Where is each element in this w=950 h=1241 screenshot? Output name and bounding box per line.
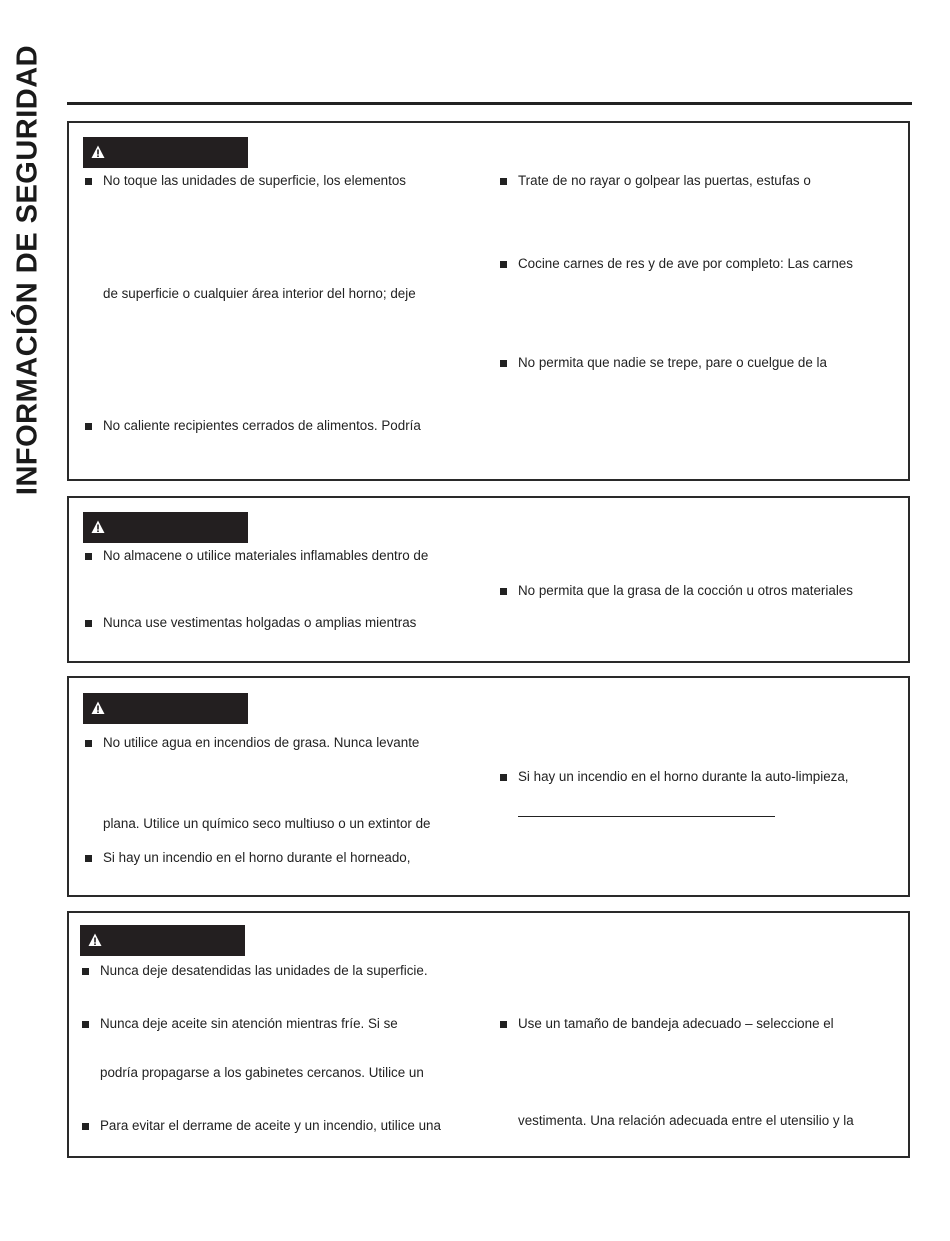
list-item: Cocine carnes de res y de ave por completo: Las carnes [518,256,853,271]
bullet [500,178,507,185]
bullet [500,1021,507,1028]
warning-icon [91,145,105,159]
list-item-continuation: de superficie o cualquier área interior del horno; deje [103,286,416,301]
list-item: No permita que nadie se trepe, pare o cuelgue de la [518,355,827,370]
warning-icon [88,933,102,947]
bullet [85,855,92,862]
warning-icon [91,520,105,534]
warning-banner-4 [80,925,245,956]
bullet [85,178,92,185]
bullet [85,740,92,747]
bullet [82,968,89,975]
list-item: No toque las unidades de superficie, los elementos [103,173,406,188]
list-item: Si hay un incendio en el horno durante el horneado, [103,850,411,865]
header-rule [67,102,912,105]
bullet [500,588,507,595]
side-section-title: INFORMACIÓN DE SEGURIDAD [11,44,44,496]
warning-banner-1 [83,137,248,168]
list-item: Trate de no rayar o golpear las puertas, estufas o [518,173,811,188]
bullet [82,1021,89,1028]
list-item-continuation: podría propagarse a los gabinetes cercanos. Utilice un [100,1065,424,1080]
list-item: Para evitar el derrame de aceite y un incendio, utilice una [100,1118,441,1133]
bullet [85,423,92,430]
underline-rule [518,816,775,817]
warning-icon [91,701,105,715]
list-item: Nunca deje desatendidas las unidades de la superficie. [100,963,428,978]
bullet [85,553,92,560]
bullet [500,774,507,781]
bullet [500,261,507,268]
bullet [82,1123,89,1130]
list-item-continuation: vestimenta. Una relación adecuada entre el utensilio y la [518,1113,854,1128]
list-item: No utilice agua en incendios de grasa. Nunca levante [103,735,420,750]
bullet [85,620,92,627]
list-item: Nunca deje aceite sin atención mientras fríe. Si se [100,1016,398,1031]
warning-banner-2 [83,512,248,543]
list-item: Use un tamaño de bandeja adecuado – seleccione el [518,1016,834,1031]
list-item: Nunca use vestimentas holgadas o amplias mientras [103,615,417,630]
list-item-continuation: plana. Utilice un químico seco multiuso o un extintor de [103,816,431,831]
bullet [500,360,507,367]
list-item: No almacene o utilice materiales inflamables dentro de [103,548,429,563]
list-item: No permita que la grasa de la cocción u otros materiales [518,583,853,598]
list-item: No caliente recipientes cerrados de alimentos. Podría [103,418,421,433]
warning-banner-3 [83,693,248,724]
list-item: Si hay un incendio en el horno durante la auto-limpieza, [518,769,849,784]
